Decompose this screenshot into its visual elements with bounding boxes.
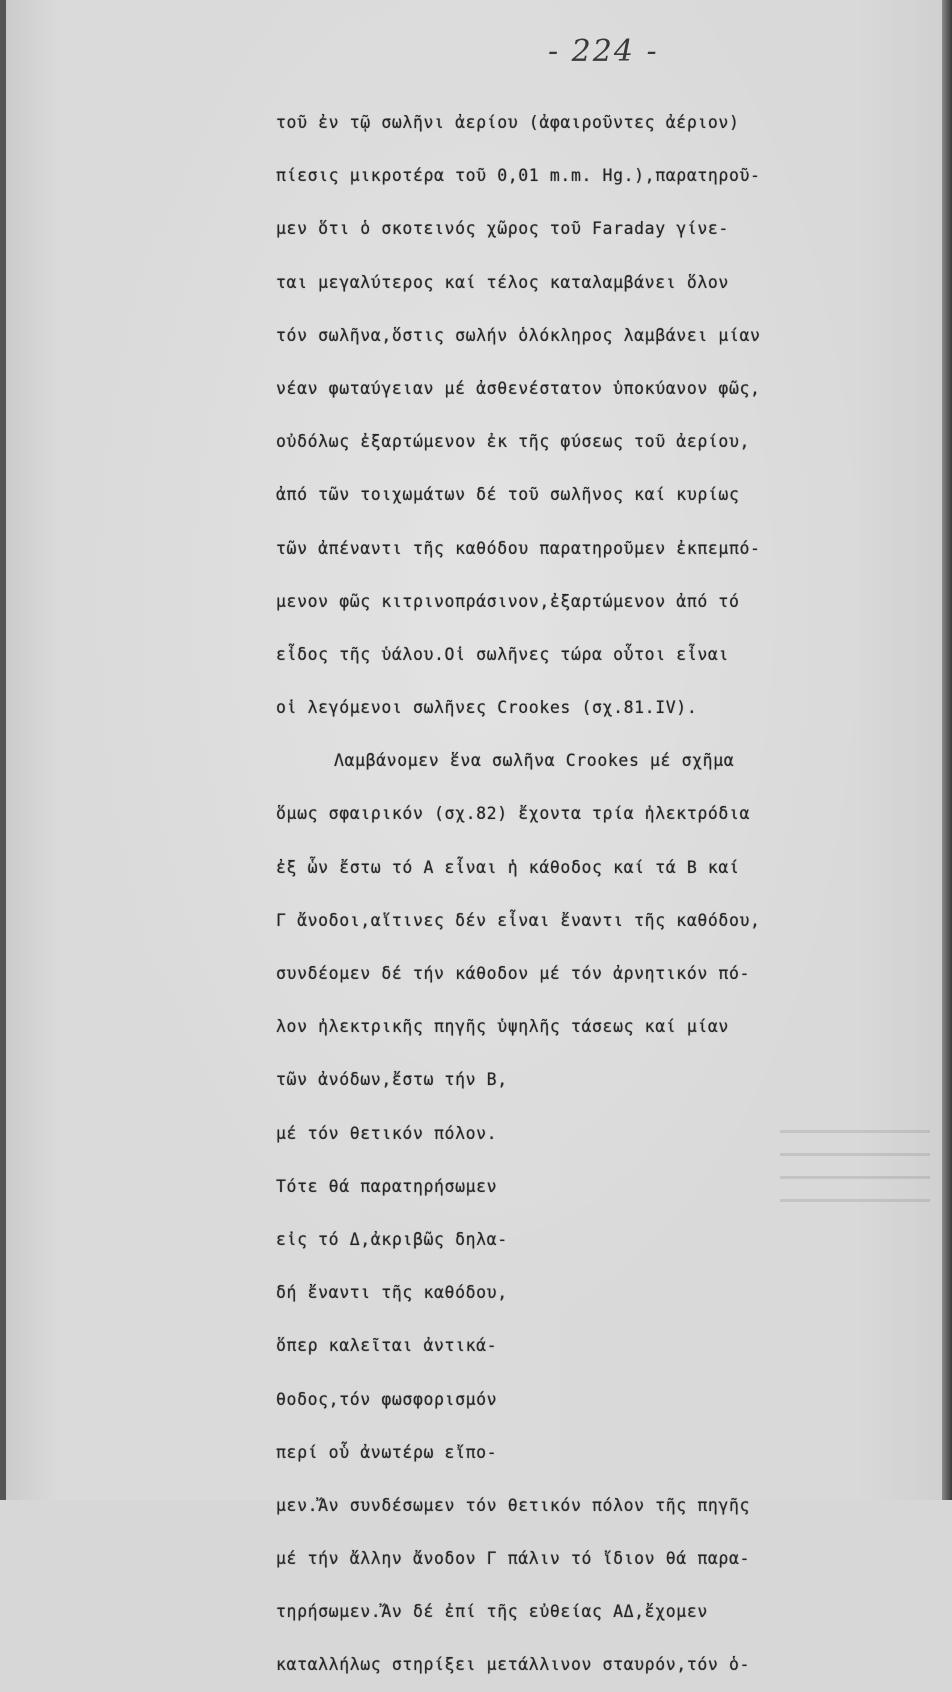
text-line: ἀπό τῶν τοιχωμάτων δέ τοῦ σωλῆνος καί κυρίως: [276, 485, 740, 505]
text-line: Λαμβάνομεν ἕνα σωλῆνα Crookes μέ σχῆμα: [334, 751, 735, 771]
text-line: τοῦ ἐν τῷ σωλῆνι ἀερίου (ἀφαιροῦντες ἀέριον): [276, 113, 740, 132]
text-line: νέαν φωταύγειαν μέ ἀσθενέστατον ὑποκύανον φῶς,: [276, 378, 761, 398]
page-left-edge: [0, 0, 6, 1500]
text-line: τῶν ἀνόδων,ἔστω τήν Β,: [276, 1070, 508, 1090]
text-line: θοδος,τόν φωσφορισμόν: [276, 1389, 498, 1409]
text-line: Τότε θά παρατηρήσωμεν: [276, 1176, 498, 1196]
text-line: ὅπερ καλεῖται ἀντικά-: [276, 1336, 498, 1356]
text-line: περί οὗ ἀνωτέρω εἴπο-: [276, 1442, 498, 1462]
page-right-edge: [942, 0, 952, 1500]
text-line: Γ ἄνοδοι,αἵτινες δέν εἶναι ἔναντι τῆς καθόδου,: [276, 910, 761, 930]
text-line: μεν.Ἄν συνδέσωμεν τόν θετικόν πόλον τῆς πηγῆς: [276, 1495, 751, 1515]
page-number: - 224 -: [548, 34, 659, 69]
text-line: τηρήσωμεν.Ἄν δέ ἐπί τῆς εὐθείας ΑΔ,ἔχομεν: [276, 1602, 708, 1622]
text-line: εἶδος τῆς ὑάλου.Οἱ σωλῆνες τώρα οὗτοι εἶναι: [276, 644, 729, 664]
text-line: συνδέομεν δέ τήν κάθοδον μέ τόν ἀρνητικόν πό-: [276, 964, 751, 983]
text-line: πίεσις μικροτέρα τοῦ 0,01 m.m. Hg.),παρατηροῦ-: [276, 166, 761, 186]
text-line: εἰς τό Δ,ἀκριβῶς δηλα-: [276, 1229, 508, 1249]
bleed-through-text: [780, 1110, 930, 1240]
text-line: τῶν ἀπέναντι τῆς καθόδου παρατηροῦμεν ἐκπεμπό-: [276, 538, 761, 558]
text-line: λον ἠλεκτρικῆς πηγῆς ὑψηλῆς τάσεως καί μίαν: [276, 1017, 729, 1037]
text-line: ἐξ ὧν ἔστω τό Α εἶναι ἡ κάθοδος καί τά Β καί: [276, 857, 740, 877]
text-line: μεν ὅτι ὁ σκοτεινός χῶρος τοῦ Faraday γίνε-: [276, 219, 729, 239]
text-line: καταλλήλως στηρίξει μετάλλινον σταυρόν,τόν ὁ-: [276, 1655, 751, 1675]
text-line: δή ἔναντι τῆς καθόδου,: [276, 1283, 508, 1303]
text-line: μενον φῶς κιτρινοπράσινον,ἐξαρτώμενον ἀπό τό: [276, 591, 740, 611]
text-line: ται μεγαλύτερος καί τέλος καταλαμβάνει ὅλον: [276, 272, 729, 292]
text-line: τόν σωλῆνα,ὅστις σωλήν ὁλόκληρος λαμβάνει μίαν: [276, 325, 761, 345]
text-line: μέ τήν ἄλλην ἄνοδον Γ πάλιν τό ἴδιον θά παρα-: [276, 1549, 751, 1569]
body-text: [276, 96, 906, 1692]
text-line: ὅμως σφαιρικόν (σχ.82) ἔχοντα τρία ἠλεκτρόδια: [276, 804, 751, 824]
text-line: μέ τόν θετικόν πόλον.: [276, 1123, 498, 1143]
text-line: οἱ λεγόμενοι σωλῆνες Crookes (σχ.81.IV).: [276, 698, 698, 718]
text-line: οὐδόλως ἐξαρτώμενον ἐκ τῆς φύσεως τοῦ ἀερίου,: [276, 432, 751, 452]
